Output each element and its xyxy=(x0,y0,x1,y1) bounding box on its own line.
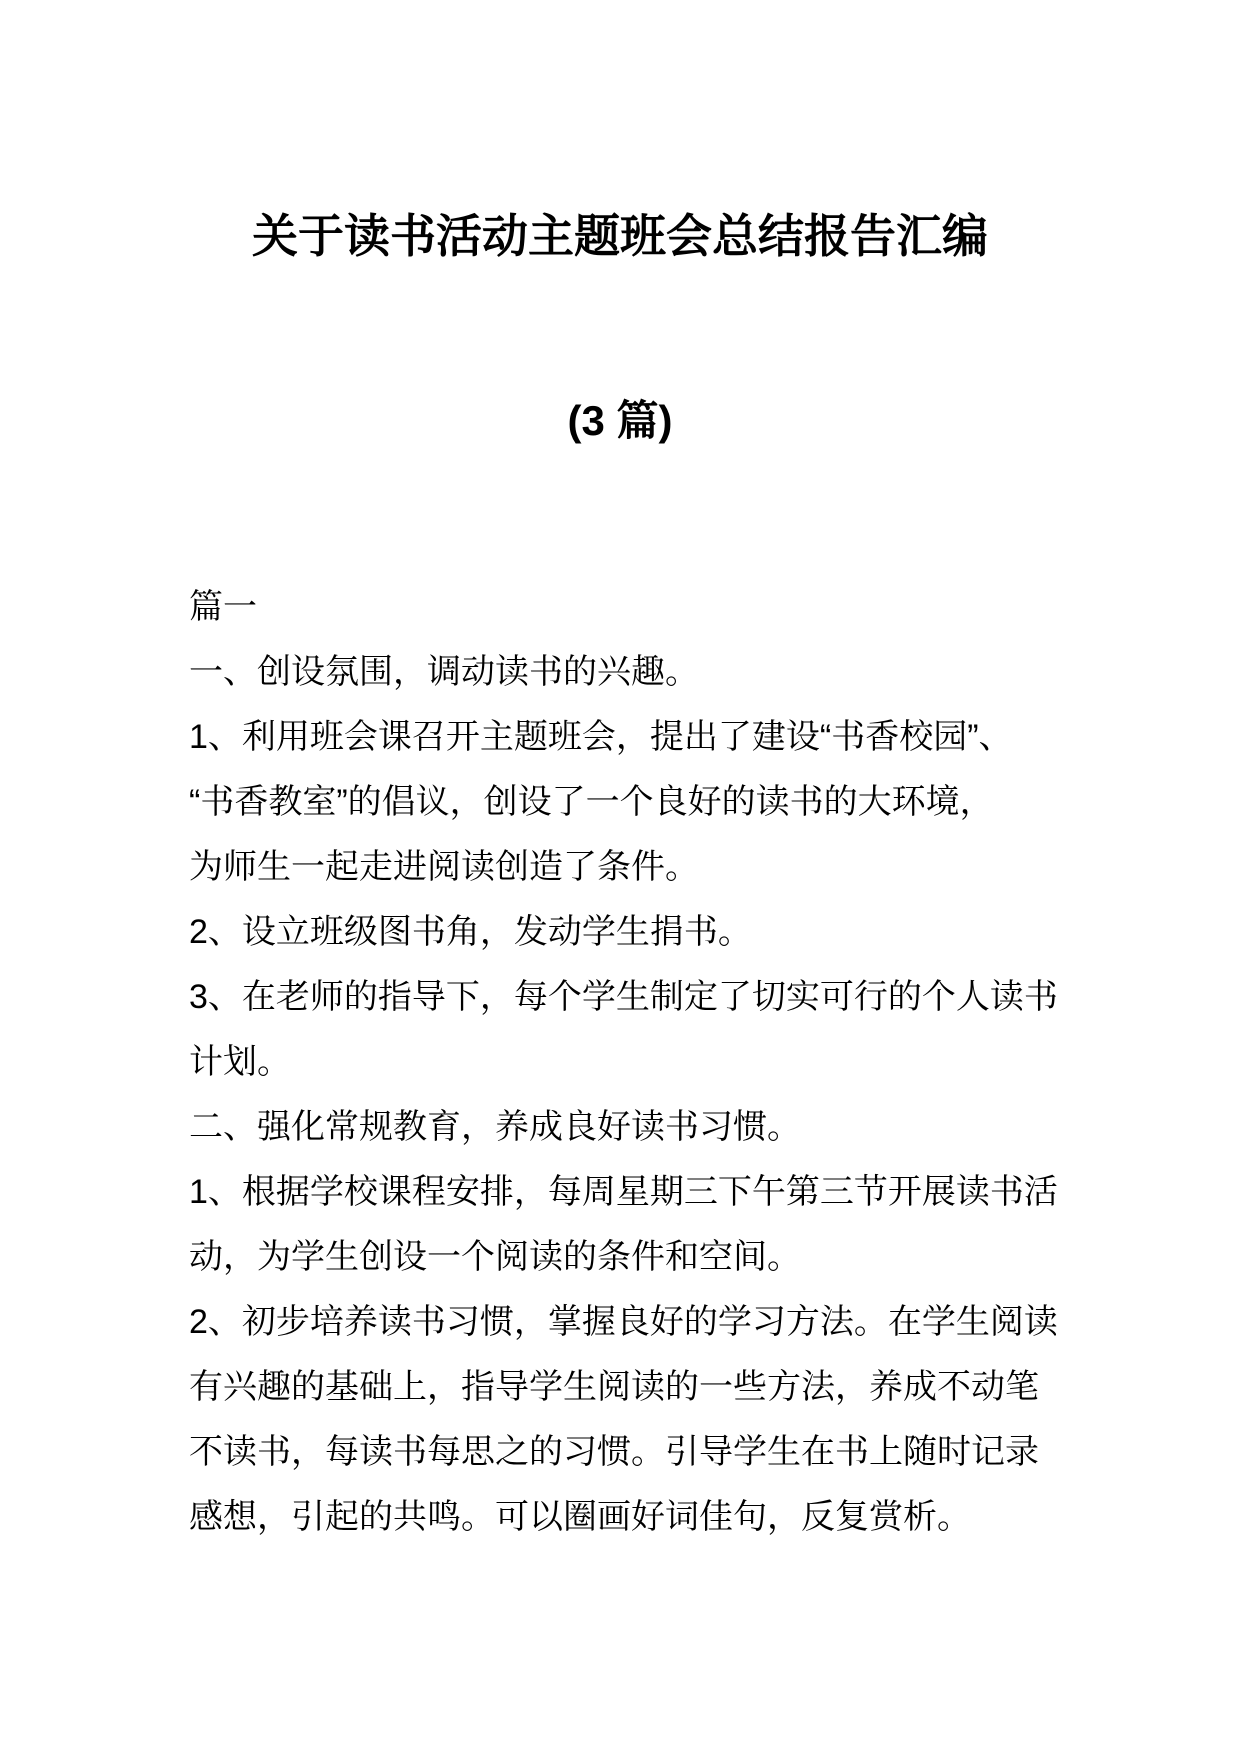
paragraph-line: 1、根据学校课程安排，每周星期三下午第三节开展读书活 xyxy=(189,1173,1058,1211)
paragraph-line: 感想，引起的共鸣。可以圈画好词佳句，反复赏析。 xyxy=(189,1498,971,1536)
list-item-4 xyxy=(189,1160,1069,1290)
section-heading-1 xyxy=(189,640,1069,705)
part-label: 篇一 xyxy=(189,588,257,626)
document-subtitle: (3 篇) xyxy=(567,397,673,444)
paragraph-line: 二、强化常规教育，养成良好读书习惯。 xyxy=(189,1108,801,1146)
paragraph-line: 一、创设氛围，调动读书的兴趣。 xyxy=(189,653,699,691)
paragraph-line: 为师生一起走进阅读创造了条件。 xyxy=(189,848,699,886)
paragraph-line: 有兴趣的基础上，指导学生阅读的一些方法，养成不动笔 xyxy=(189,1368,1039,1406)
list-item-5 xyxy=(189,1290,1069,1550)
paragraph-line: 计划。 xyxy=(189,1043,291,1081)
paragraph-line: 2、设立班级图书角，发动学生捐书。 xyxy=(189,913,752,951)
list-item-2 xyxy=(189,900,1069,965)
paragraph-line: 3、在老师的指导下，每个学生制定了切实可行的个人读书 xyxy=(189,978,1058,1016)
paragraph-line: 动，为学生创设一个阅读的条件和空间。 xyxy=(189,1238,801,1276)
paragraph-line: “书香教室”的倡议，创设了一个良好的读书的大环境， xyxy=(189,783,994,821)
document-body xyxy=(189,575,1069,1550)
list-item-1 xyxy=(189,705,1069,900)
section-heading-2 xyxy=(189,1095,1069,1160)
list-item-3 xyxy=(189,965,1069,1095)
paragraph-line: 不读书，每读书每思之的习惯。引导学生在书上随时记录 xyxy=(189,1433,1039,1471)
paragraph-line: 1、利用班会课召开主题班会，提出了建设“书香校园”、 xyxy=(189,718,1013,756)
document-title: 关于读书活动主题班会总结报告汇编 xyxy=(252,210,988,262)
paragraph-line: 2、初步培养读书习惯，掌握良好的学习方法。在学生阅读 xyxy=(189,1303,1058,1341)
